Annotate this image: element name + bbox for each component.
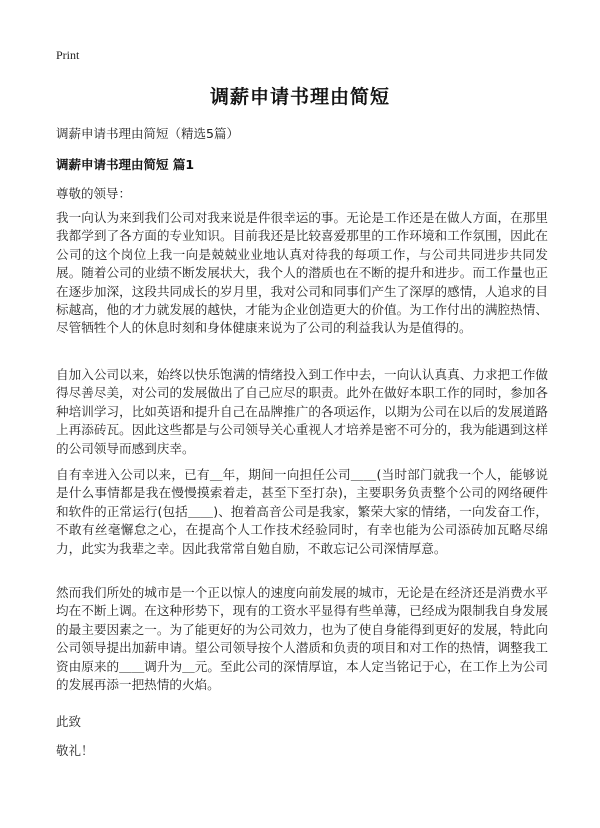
salutation: 尊敬的领导：	[56, 186, 132, 201]
print-link[interactable]: Print	[56, 48, 80, 62]
closing-line-1: 此致	[56, 714, 82, 729]
document-subtitle: 调薪申请书理由简短（精选5篇）	[56, 126, 239, 141]
body-paragraph-2: 自加入公司以来，始终以快乐饱满的情绪投入到工作中去，一向认认真真、力求把工作做得尽善尽美，对公司的发展做出了自己应尽的职责。此外在做好本职工作的同时，参加各种培训学习，比如英语和提升自己在品牌推广的各项运作，以期为公司在以后的发展道路上再添砖瓦。因此这些都是与公司领导关心重视人才培养是密不可分的，我为能遇到这样的公司领导而感到庆幸。	[56, 367, 548, 456]
section-heading: 调薪申请书理由简短 篇1	[56, 157, 195, 172]
page-title: 调薪申请书理由简短	[209, 86, 390, 108]
body-paragraph-3: 自有幸进入公司以来，已有＿年，期间一向担任公司＿＿(当时部门就我一个人，能够说是什么事情都是我在慢慢摸索着走，甚至下至打杂)，主要职务负责整个公司的网络硬件和软件的正常运行(包括＿＿)、抱着高音公司是我家，繁荣大家的情绪，一向发奋工作，不敢有丝毫懈怠之心，在提高个人工作技术经验同时，有幸也能为公司添砖加瓦略尽绵力，此实为我辈之幸。因此我常常自勉自励，不敢忘记公司深情厚意。	[56, 467, 548, 556]
body-paragraph-4: 然而我们所处的城市是一个正以惊人的速度向前发展的城市，无论是在经济还是消费水平均在不断上调。在这种形势下，现有的工资水平显得有些单薄，已经成为限制我自身发展的最主要因素之一。为了能更好的为公司效力，也为了使自身能得到更好的发展，特此向公司领导提出加薪申请。望公司领导按个人潜质和负责的项目和对工作的热情，调整我工资由原来的＿＿调升为＿元。至此公司的深情厚谊，本人定当铭记于心，在工作上为公司的发展再添一把热情的火焰。	[56, 585, 548, 693]
closing-line-2: 敬礼！	[56, 743, 94, 758]
body-paragraph-1: 我一向认为来到我们公司对我来说是件很幸运的事。无论是工作还是在做人方面，在那里我都学到了各方面的专业知识。目前我还是比较喜爱那里的工作环境和工作氛围，因此在公司的这个岗位上我一向是兢兢业业地认真对待我的每项工作，与公司共同进步共同发展。随着公司的业绩不断发展状大，我个人的潜质也在不断的提升和进步。而工作量也正在逐步加深，这段共同成长的岁月里，我对公司和同事们产生了深厚的感情，人追求的目标越高，他的才力就发展的越快，才能为企业创造更大的价值。为工作付出的满腔热情、尽管牺牲个人的休息时刻和身体健康来说为了公司的利益我认为是值得的。	[56, 210, 548, 336]
